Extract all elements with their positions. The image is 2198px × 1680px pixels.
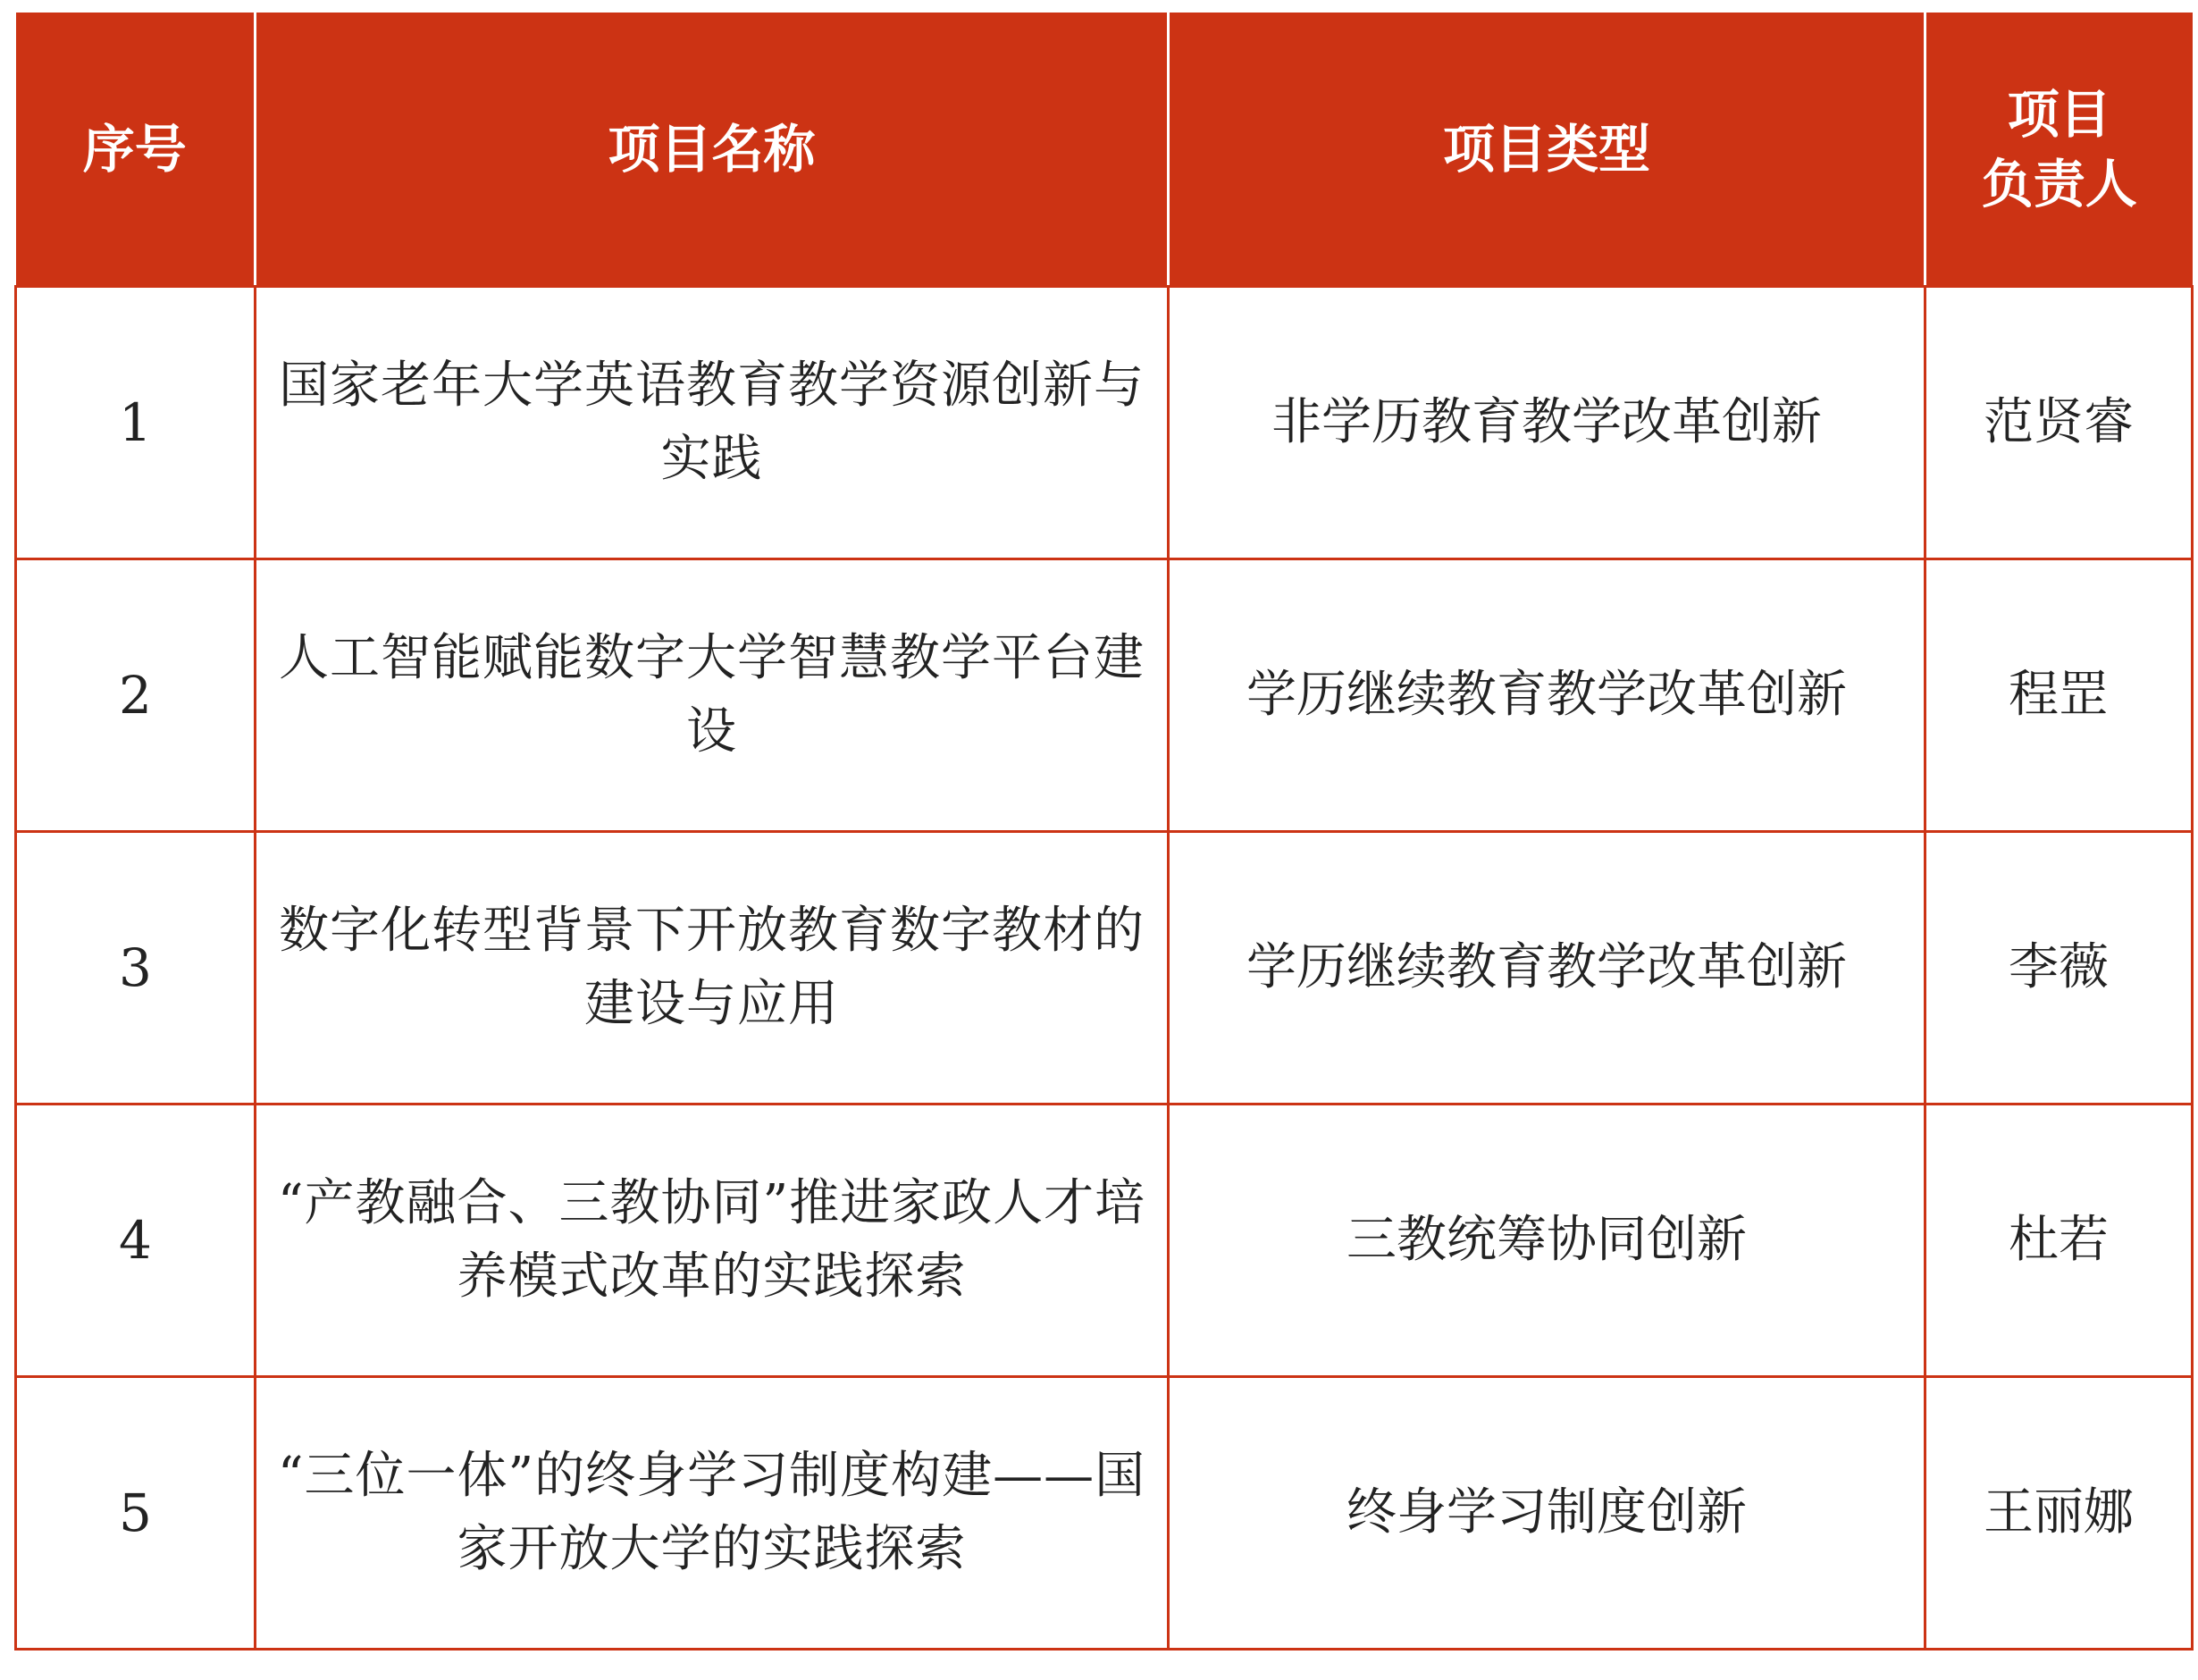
row-index: 1 — [16, 287, 256, 559]
header-owner-line2: 负责人 — [1981, 153, 2137, 214]
header-row — [16, 13, 2193, 287]
table-row — [16, 832, 2193, 1105]
row-owner: 杜若 — [1925, 1105, 2193, 1377]
project-table-container — [14, 13, 2198, 1651]
row-project-type: 学历继续教育教学改革创新 — [1169, 832, 1925, 1105]
header-name: 项目名称 — [256, 13, 1169, 287]
row-project-name: 人工智能赋能数字大学智慧教学平台建设 — [256, 559, 1169, 832]
row-project-type: 非学历教育教学改革创新 — [1169, 287, 1925, 559]
table-row — [16, 1105, 2193, 1377]
row-owner: 王丽娜 — [1925, 1377, 2193, 1650]
row-project-name: 国家老年大学英语教育教学资源创新与实践 — [256, 287, 1169, 559]
table-row — [16, 559, 2193, 832]
row-project-name: “产教融合、三教协同”推进家政人才培养模式改革的实践探索 — [256, 1105, 1169, 1377]
table-row — [16, 287, 2193, 559]
row-owner: 程罡 — [1925, 559, 2193, 832]
header-type: 项目类型 — [1169, 13, 1925, 287]
row-index: 5 — [16, 1377, 256, 1650]
header-owner — [1925, 13, 2193, 287]
row-index: 3 — [16, 832, 256, 1105]
row-project-name: 数字化转型背景下开放教育数字教材的建设与应用 — [256, 832, 1169, 1105]
row-project-type: 三教统筹协同创新 — [1169, 1105, 1925, 1377]
row-index: 4 — [16, 1105, 256, 1377]
row-owner: 李薇 — [1925, 832, 2193, 1105]
row-project-type: 终身学习制度创新 — [1169, 1377, 1925, 1650]
row-project-name: “三位一体”的终身学习制度构建——国家开放大学的实践探索 — [256, 1377, 1169, 1650]
table-header — [16, 13, 2193, 287]
table-row — [16, 1377, 2193, 1650]
row-project-type: 学历继续教育教学改革创新 — [1169, 559, 1925, 832]
header-owner-line1: 项目 — [2007, 83, 2111, 145]
table-body — [16, 287, 2193, 1650]
header-index: 序号 — [16, 13, 256, 287]
project-table — [14, 13, 2194, 1651]
row-index: 2 — [16, 559, 256, 832]
row-owner: 范贤睿 — [1925, 287, 2193, 559]
